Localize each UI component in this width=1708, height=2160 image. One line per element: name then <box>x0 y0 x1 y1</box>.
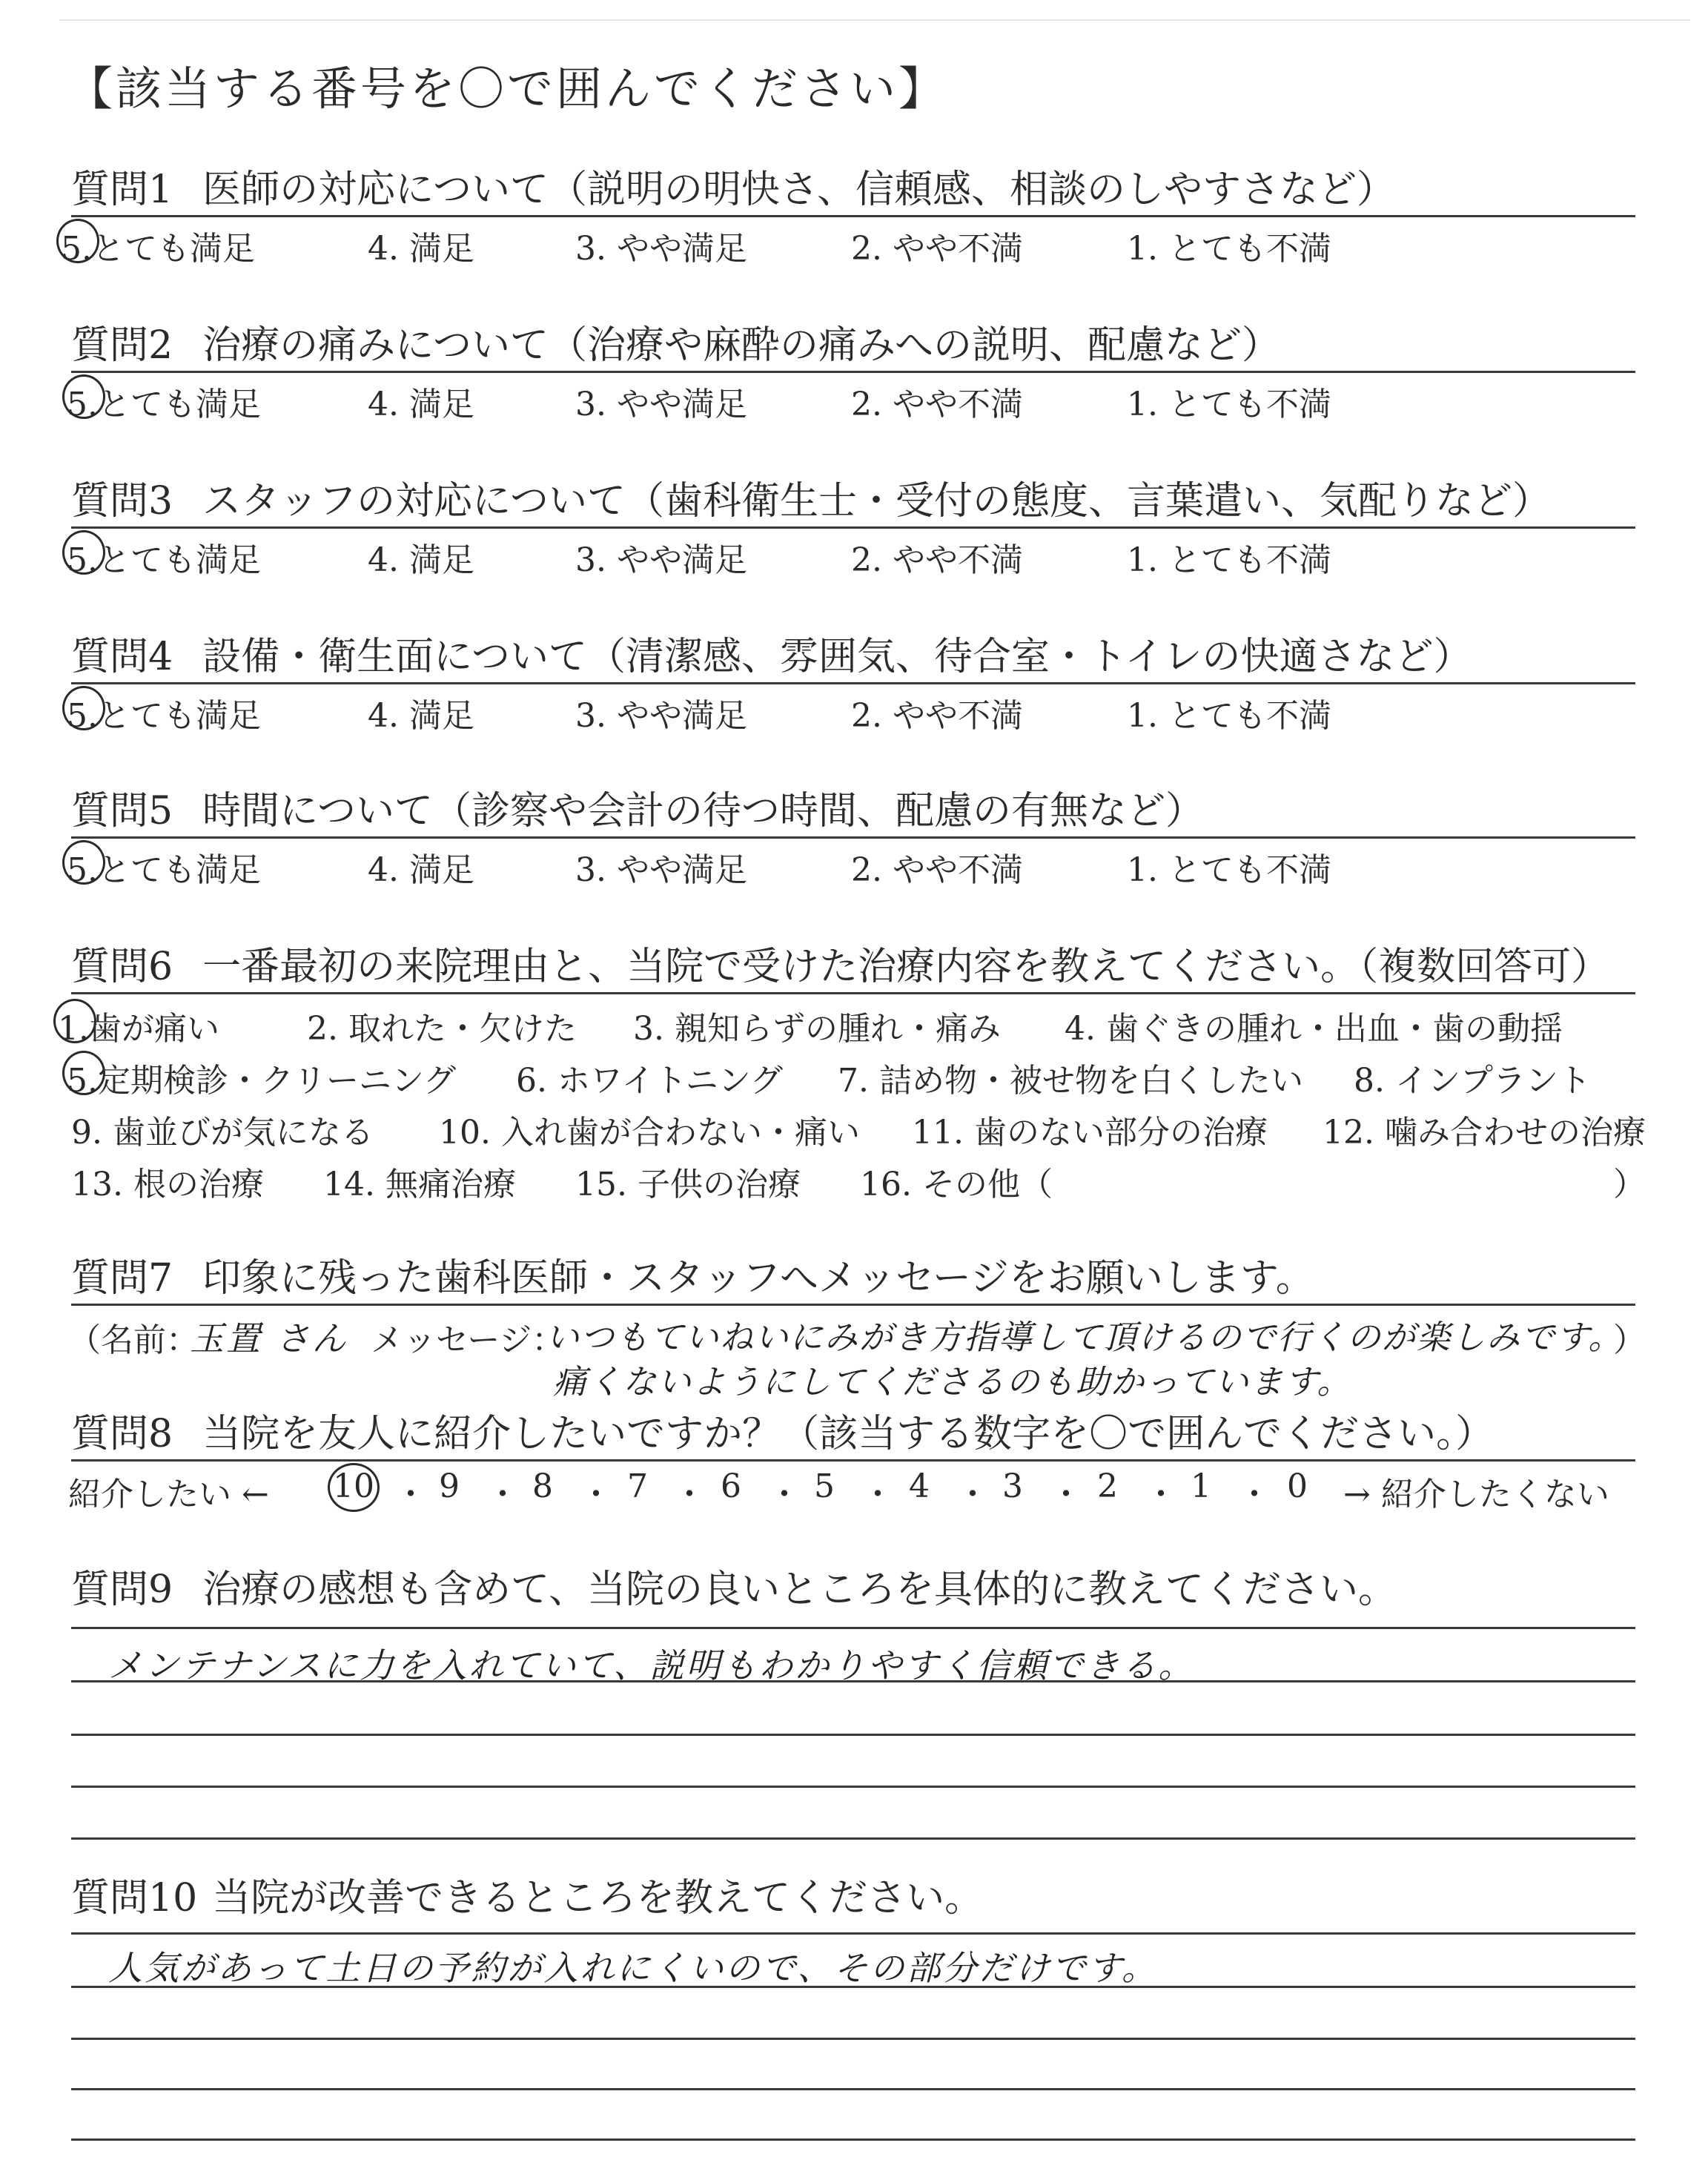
treatment-option-11[interactable]: 11. 歯のない部分の治療 <box>912 1114 1268 1152</box>
treatment-option-10[interactable]: 10. 入れ歯が合わない・痛い <box>439 1114 860 1152</box>
page-title: 【該当する番号を〇で囲んでください】 <box>67 62 948 116</box>
rating-options <box>67 373 1635 423</box>
scale-3[interactable]: 3 <box>1002 1467 1023 1505</box>
question-number: 質問1 <box>71 168 173 212</box>
question-number: 質問7 <box>71 1256 173 1301</box>
scale-left-label: 紹介したい ← <box>68 1476 269 1513</box>
scale-7[interactable]: 7 <box>627 1467 648 1505</box>
scale-dot: ・ <box>486 1476 519 1513</box>
treatment-options-row-3 <box>71 1098 1646 1152</box>
referral-scale <box>68 1462 1635 1515</box>
option-3[interactable]: 3. やや満足 <box>575 697 747 735</box>
question-text: 印象に残った歯科医師・スタッフへメッセージをお願いします。 <box>202 1256 1314 1301</box>
treatment-option-9[interactable]: 9. 歯並びが気になる <box>71 1114 374 1152</box>
scale-dot: ・ <box>580 1476 612 1513</box>
scale-dot: ・ <box>861 1476 894 1513</box>
treatment-option-3[interactable]: 3. 親知らずの腫れ・痛み <box>633 1010 1001 1048</box>
question-text: 医師の対応について（説明の明快さ、信頼感、相談のしやすさなど） <box>202 168 1395 212</box>
scale-right-label: → 紹介したくない <box>1343 1476 1609 1513</box>
question-text: 当院が改善できるところを教えてください。 <box>212 1876 984 1920</box>
rule <box>71 2088 1635 2090</box>
rule <box>71 2038 1635 2040</box>
question-7-title <box>71 1253 1635 1304</box>
question-5-title <box>71 786 1635 836</box>
question-number: 質問3 <box>71 479 173 524</box>
message-label: メッセージ： <box>371 1321 565 1359</box>
scale-dot: ・ <box>673 1476 706 1513</box>
option-4[interactable]: 4. 満足 <box>368 851 474 889</box>
rating-options <box>61 217 1635 268</box>
question-number: 質問2 <box>71 323 173 368</box>
question-number: 質問6 <box>71 945 173 989</box>
option-1[interactable]: 1. とても不満 <box>1127 230 1331 268</box>
rule <box>71 1986 1635 1988</box>
treatment-option-7[interactable]: 7. 詰め物・被せ物を白くしたい <box>838 1062 1303 1100</box>
option-2[interactable]: 2. やや不満 <box>851 541 1023 579</box>
question-9 <box>71 1565 1635 1897</box>
rating-options <box>67 529 1635 579</box>
scale-9[interactable]: 9 <box>439 1467 460 1505</box>
option-2[interactable]: 2. やや不満 <box>851 386 1023 423</box>
treatment-option-1-selected[interactable]: 1.歯が痛い <box>58 1002 219 1049</box>
page-top-rule <box>59 19 1690 21</box>
question-6 <box>58 942 1646 1203</box>
treatment-option-8[interactable]: 8. インプラント <box>1354 1062 1591 1100</box>
question-4-title <box>71 632 1635 682</box>
treatment-option-12[interactable]: 12. 噛み合わせの治療 <box>1323 1114 1646 1152</box>
treatment-option-16[interactable]: 16. その他（ <box>860 1166 1053 1203</box>
option-4[interactable]: 4. 満足 <box>368 230 474 268</box>
option-3[interactable]: 3. やや満足 <box>575 851 747 889</box>
treatment-option-5-selected[interactable]: 5.定期検診・クリーニング <box>67 1054 456 1101</box>
rule <box>71 1734 1635 1736</box>
scale-dot: ・ <box>394 1476 427 1513</box>
treatment-option-4[interactable]: 4. 歯ぐきの腫れ・出血・歯の動揺 <box>1065 1010 1563 1048</box>
option-2[interactable]: 2. やや不満 <box>851 230 1023 268</box>
treatment-options-row-1 <box>58 994 1635 1048</box>
rating-options <box>67 839 1635 889</box>
name-label: （名前： <box>68 1321 199 1359</box>
scale-8[interactable]: 8 <box>532 1467 553 1505</box>
close-paren: ） <box>1613 1166 1646 1203</box>
treatment-option-6[interactable]: 6. ホワイトニング <box>516 1062 784 1100</box>
rating-options <box>67 684 1635 735</box>
question-8 <box>68 1409 1635 1515</box>
question-8-title <box>71 1409 1635 1459</box>
scale-4[interactable]: 4 <box>909 1467 930 1505</box>
option-3[interactable]: 3. やや満足 <box>575 230 747 268</box>
option-4[interactable]: 4. 満足 <box>368 541 474 579</box>
option-5-selected[interactable]: 5.とても満足 <box>67 533 261 581</box>
question-text: 一番最初の来院理由と、当院で受けた治療内容を教えてください。（複数回答可） <box>202 945 1610 989</box>
scale-dot: ・ <box>1050 1476 1082 1513</box>
treatment-option-15[interactable]: 15. 子供の治療 <box>575 1166 801 1203</box>
option-3[interactable]: 3. やや満足 <box>575 386 747 423</box>
question-text: 設備・衛生面について（清潔感、雰囲気、待合室・トイレの快適さなど） <box>202 635 1472 679</box>
rule <box>71 1627 1635 1629</box>
question-number: 質問5 <box>71 789 173 833</box>
message-close-paren: ） <box>1613 1321 1646 1359</box>
answer-lines <box>71 1923 1635 2153</box>
treatment-option-14[interactable]: 14. 無痛治療 <box>323 1166 516 1203</box>
question-5 <box>67 786 1635 889</box>
question-6-title <box>71 942 1635 992</box>
question-text: スタッフの対応について（歯科衛生士・受付の態度、言葉遣い、気配りなど） <box>202 479 1552 524</box>
question-2 <box>67 320 1635 423</box>
option-5-selected[interactable]: 5.とても満足 <box>67 377 261 425</box>
option-5-selected[interactable]: 5.とても満足 <box>67 843 261 891</box>
scale-dot: ・ <box>768 1476 801 1513</box>
answer-text[interactable]: メンテナンスに力を入れていて、説明もわかりやすく信頼できる。 <box>108 1645 1195 1685</box>
option-2[interactable]: 2. やや不満 <box>851 697 1023 735</box>
question-text: 治療の感想も含めて、当院の良いところを具体的に教えてください。 <box>202 1568 1397 1612</box>
option-2[interactable]: 2. やや不満 <box>851 851 1023 889</box>
scale-value: 10 <box>328 1463 380 1512</box>
scale-dot: ・ <box>956 1476 989 1513</box>
scale-6[interactable]: 6 <box>721 1467 741 1505</box>
scale-dot: ・ <box>1145 1476 1177 1513</box>
rule <box>71 1932 1635 1935</box>
question-9-title <box>71 1565 1635 1615</box>
question-3 <box>67 476 1635 579</box>
rule <box>71 1786 1635 1788</box>
option-1[interactable]: 1. とても不満 <box>1127 697 1331 735</box>
question-number: 質問4 <box>71 635 173 679</box>
question-text: 当院を友人に紹介したいですか？（該当する数字を〇で囲んでください。） <box>202 1412 1494 1456</box>
option-5-selected[interactable]: 5.とても満足 <box>61 222 255 269</box>
scale-1[interactable]: 1 <box>1191 1467 1211 1505</box>
option-1[interactable]: 1. とても不満 <box>1127 541 1331 579</box>
question-number: 質問8 <box>71 1412 173 1456</box>
rule <box>71 1680 1635 1682</box>
rule <box>71 2138 1635 2141</box>
question-1 <box>61 165 1635 268</box>
question-7 <box>68 1253 1646 1401</box>
rule <box>71 1837 1635 1840</box>
option-3[interactable]: 3. やや満足 <box>575 541 747 579</box>
option-5-selected[interactable]: 5.とても満足 <box>67 689 261 736</box>
message-line-2[interactable]: 痛くないようにしてくださるのも助かっています。 <box>553 1362 1352 1401</box>
question-number: 質問10 <box>71 1876 198 1920</box>
treatment-options-row-2 <box>67 1046 1635 1100</box>
message-row-2 <box>71 1358 1635 1399</box>
question-10 <box>71 1873 1635 2153</box>
question-2-title <box>71 320 1635 371</box>
treatment-option-2[interactable]: 2. 取れた・欠けた <box>307 1010 577 1048</box>
treatment-option-13[interactable]: 13. 根の治療 <box>71 1166 264 1203</box>
option-4[interactable]: 4. 満足 <box>368 386 474 423</box>
scale-10-selected[interactable] <box>328 1467 380 1512</box>
scale-dot: ・ <box>1238 1476 1271 1513</box>
treatment-options-row-4 <box>71 1150 1646 1203</box>
message-line-1[interactable]: いつもていねいにみがき方指導して頂けるので行くのが楽しみです。 <box>546 1318 1623 1357</box>
scale-2[interactable]: 2 <box>1097 1467 1118 1505</box>
question-1-title <box>71 165 1635 215</box>
scale-5[interactable]: 5 <box>814 1467 835 1505</box>
option-1[interactable]: 1. とても不満 <box>1127 386 1331 423</box>
answer-text[interactable]: 人気があって土日の予約が入れにくいので、その部分だけです。 <box>108 1948 1158 1988</box>
question-10-title <box>71 1873 1635 1923</box>
message-row <box>68 1306 1646 1359</box>
question-number: 質問9 <box>71 1568 173 1612</box>
question-text: 治療の痛みについて（治療や麻酔の痛みへの説明、配慮など） <box>202 323 1281 368</box>
option-4[interactable]: 4. 満足 <box>368 697 474 735</box>
option-1[interactable]: 1. とても不満 <box>1127 851 1331 889</box>
answer-lines <box>71 1615 1635 1897</box>
name-value[interactable]: 玉置 さん <box>190 1318 348 1358</box>
scale-0[interactable]: 0 <box>1287 1467 1308 1505</box>
question-3-title <box>71 476 1635 526</box>
question-text: 時間について（診察や会計の待つ時間、配慮の有無など） <box>202 789 1205 833</box>
question-4 <box>67 632 1635 735</box>
